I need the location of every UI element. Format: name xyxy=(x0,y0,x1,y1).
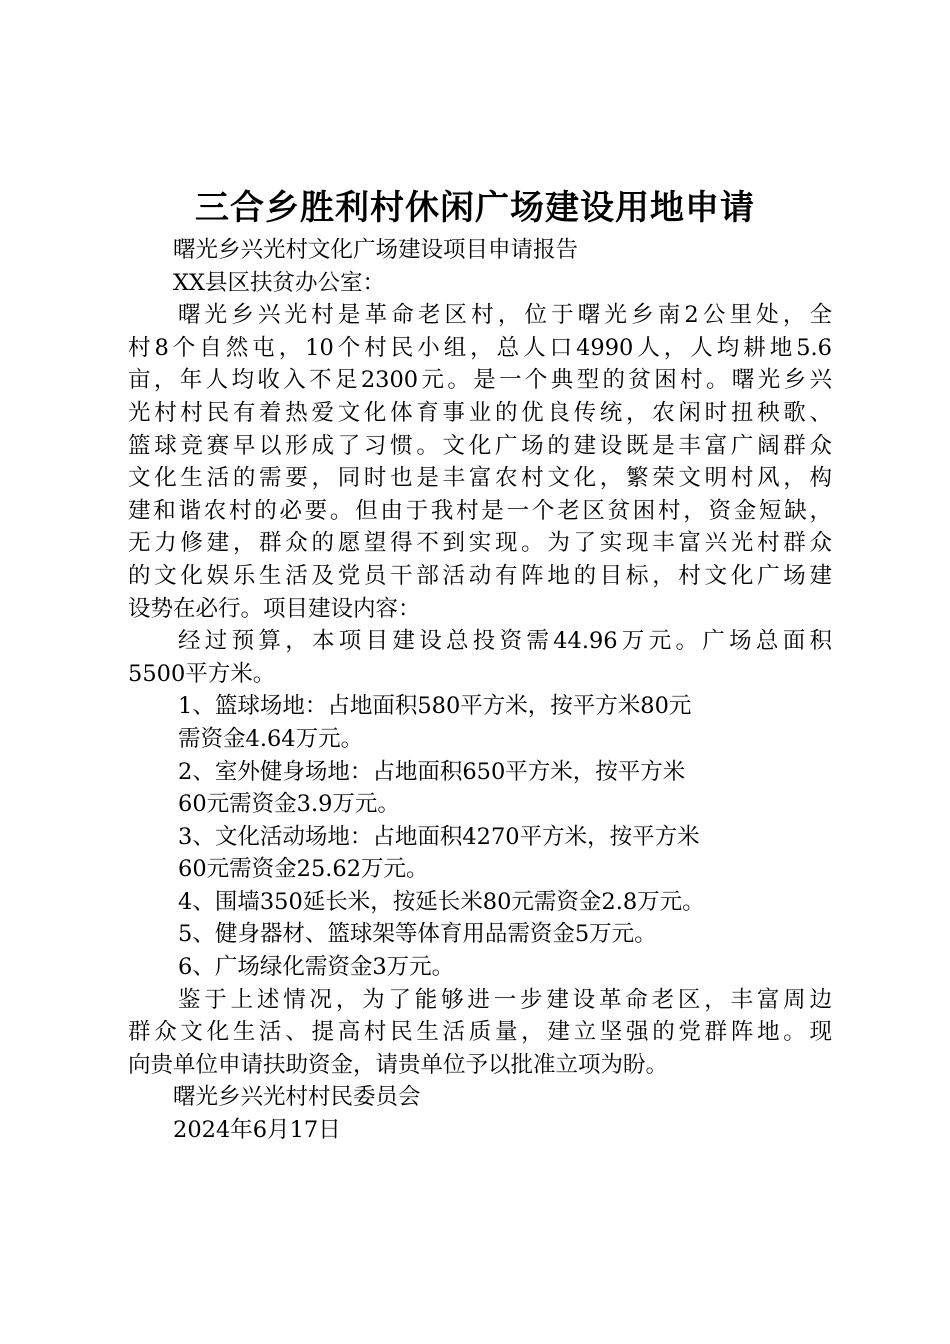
paragraph-line: 村8个自然屯，10个村民小组，总人口4990人，人均耕地5.6 xyxy=(128,334,832,361)
list-item: 2、室外健身场地：占地面积650平方米，按平方米 xyxy=(178,758,686,785)
list-item: 3、文化活动场地：占地面积4270平方米，按平方米 xyxy=(178,823,700,850)
list-item-continued: 60元需资金3.9万元。 xyxy=(178,791,400,818)
subtitle: 曙光乡兴光村文化广场建设项目申请报告 xyxy=(173,237,579,263)
addressee: XX县区扶贫办公室： xyxy=(173,269,386,296)
list-item: 4、围墙350延长米，按延长米80元需资金2.8万元。 xyxy=(178,888,705,915)
paragraph-line: 无力修建，群众的愿望得不到实现。为了实现丰富兴光村群众 xyxy=(128,530,832,557)
paragraph-line: 向贵单位申请扶助资金，请贵单位予以批准立项为盼。 xyxy=(128,1051,669,1078)
signature: 曙光乡兴光村村民委员会 xyxy=(173,1084,421,1111)
paragraph-line: 的文化娱乐生活及党员干部活动有阵地的目标，村文化广场建 xyxy=(128,562,832,589)
paragraph-line: 设势在必行。项目建设内容： xyxy=(128,595,421,622)
paragraph-line: 群众文化生活、提高村民生活质量，建立坚强的党群阵地。现 xyxy=(128,1019,832,1046)
list-item-continued: 60元需资金25.62万元。 xyxy=(178,856,429,883)
document-body xyxy=(128,234,832,1147)
budget-line: 5500平方米。 xyxy=(128,660,276,687)
paragraph-line: 建和谐农村的必要。但由于我村是一个老区贫困村，资金短缺， xyxy=(128,497,832,524)
paragraph-line: 篮球竞赛早以形成了习惯。文化广场的建设既是丰富广阔群众 xyxy=(128,432,832,459)
document-title: 三合乡胜利村休闲广场建设用地申请 xyxy=(195,188,755,228)
budget-line: 经过预算，本项目建设总投资需44.96万元。广场总面积 xyxy=(178,628,832,655)
paragraph-line: 亩，年人均收入不足2300元。是一个典型的贫困村。曙光乡兴 xyxy=(128,367,832,394)
list-item: 5、健身器材、篮球架等体育用品需资金5万元。 xyxy=(178,921,657,948)
paragraph-line: 文化生活的需要，同时也是丰富农村文化，繁荣文明村风，构 xyxy=(128,465,832,492)
paragraph-line: 鉴于上述情况，为了能够进一步建设革命老区，丰富周边 xyxy=(178,986,832,1013)
paragraph-line: 光村村民有着热爱文化体育事业的优良传统，农闲时扭秧歌、 xyxy=(128,399,832,426)
date: 2024年6月17日 xyxy=(173,1117,341,1144)
list-item-continued: 需资金4.64万元。 xyxy=(178,725,364,752)
list-item: 6、广场绿化需资金3万元。 xyxy=(178,954,455,981)
list-item: 1、篮球场地：占地面积580平方米，按平方米80元 xyxy=(178,693,692,720)
paragraph-line: 曙光乡兴光村是革命老区村，位于曙光乡南2公里处，全 xyxy=(178,302,832,329)
